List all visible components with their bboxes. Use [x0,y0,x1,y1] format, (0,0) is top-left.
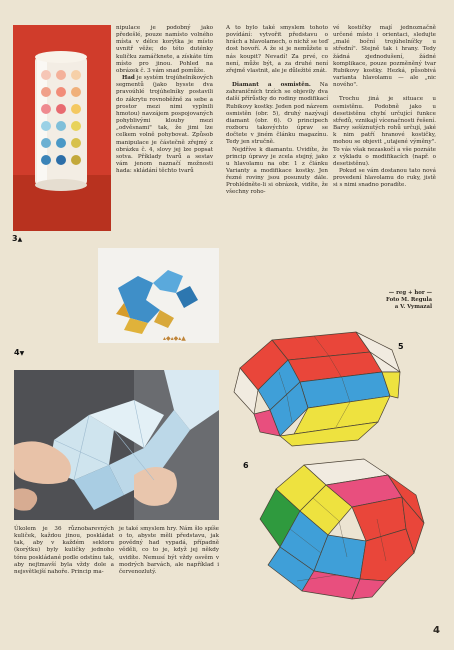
column-left-upper [116,25,213,175]
paragraph: Úkolem je 36 různobarevných kuliček, každou jinou, poskládat tak, aby v každém sektoru (korýtku) byly kuličky jednoho tónu poskládané podle odstínu tak, aby nejtmavší byla vždy dole a nejsvětlejší nahoře. Princip ma- [14,526,114,575]
photo-credit [322,290,432,310]
svg-text:▴◆▴◆▴▲: ▴◆▴◆▴▲ [163,335,186,342]
paragraph-had [116,75,213,175]
figure-5-label: 5 [398,342,404,351]
paragraph: Nejdříve k diamantu. Uvidíte, že princip úpravy je zcela stejný, jako u hlavolamu na obr. 1 z článku Varianty a modifikace kostky. Jen řezné roviny jsou posunuty dále. Prohlédněte-li si obrázek, vidíte, že všechny roho- [226,146,328,196]
figure-5-octahedron [232,328,402,448]
paragraph: vé kostičky mají jednoznačně určené místo i orientaci, sledujte „malé boční trojúhelníčky u střední". Stejně tak i hrany. Tedy žádná zjednodušení, žádné komplikace, pouze pozměněný tvar Rubikovy kostky. Hezká, působivá varianta hlavolamu — ale „nic nového". [333,25,436,89]
paragraph: A to bylo také smyslem tohoto povídání: vytvořit představu o hrách a hlavolamech, o nichž se teď dost hovoří. A že si je nemůžete u nás koupit? Nevadí! Za prvé, co není, může být, a za druhé není zřejmě vlastnit, ale je důležité znát. [226,25,328,74]
paragraph: nipulace je podobný jako předešlé, pouze namísto volného místa v délce korýtka je místo uvnitř věže; do této duténky kuličku zamáčknete, a získáte tím místo pro jinou. Pohled na obrázek č. 3 vám snad pomůže. [116,25,213,74]
photo-ball-tower [13,25,111,231]
paragraph-heading: Had [122,75,135,82]
figure-3-label: 3▲ [12,234,23,243]
credit-line: Foto M. Regula [386,296,432,303]
column-bottom-middle [119,526,219,576]
paragraph-heading: Diamant a osmistěn. [232,82,311,89]
paragraph: je také smyslem hry. Nám šlo spíše o to, abyste měli představu, jak povědný had vypadá, případně věděli, co to je, když jej někdy uvidíte. Nemusí být vždy osvěm v modrých barvách, ale například i červenozlutý. [119,526,219,575]
paragraph-body: je systém trojúhelníkových segmentů (jako bysste dva pravoúhlé trojúhelníky postavili do zákrytu rovnoběžně za sebe a prostor mezi nimi vyplnili hmotou) navzájem pospojovaných pohyblivými klouby mezi „odvěsnami" tak, že jimi lze celkem volně pohybovat. Způsob manipulace je částečně zřejmý z obrázku č. 4, slovy jej lze popsat sotva. Příklady tvarů a sestav vám jenom naznačí možnosti hada: skládání těchto tvarů [116,75,213,175]
credit-line: a V. Vymazal [394,303,432,310]
paragraph-body: Na zahraničních trzích se objevily dva další přírůstky do rodiny modifikací Rubikovy kostky. Jeden pod názvem osmistěn (obr. 5), druhý nazývají diamant (obr. 6). O principech rozboru takovýchto úprav se dočtete v jiném článku magazínu. Tedy jen stručně. [226,82,328,146]
paragraph-diamant [226,82,328,146]
paragraph: Pokud se vám dostanou tato nová provedení hlavolamu do ruky, jistě si s nimi snadno poradíte. [333,167,436,189]
photo-snake-shapes [98,248,219,343]
page-number: 4 [433,625,440,636]
figure-6-diamond [256,455,434,603]
column-bottom-left [14,526,114,576]
paragraph: Trochu jiná je situace u osmistěnu. Podobně jako u desetistěnu chybí určující funkce středů, vznikají vícenačnosti řešení. Barvy sešíznutých rohů určují, jaké k nim patří hranové kostičky, mohou se objevit „utajené výměny". To vás však nezaskočí a vše poznáte z výkladu o modifikacích (např. o desetistěnu). [333,96,436,167]
photo-hands-snake [14,370,219,520]
figure-4-label: 4▼ [14,348,25,357]
column-right [333,25,436,189]
column-middle [226,25,328,197]
figure-6-label: 6 [243,461,249,470]
credit-line: — reg + hor — [388,290,432,296]
